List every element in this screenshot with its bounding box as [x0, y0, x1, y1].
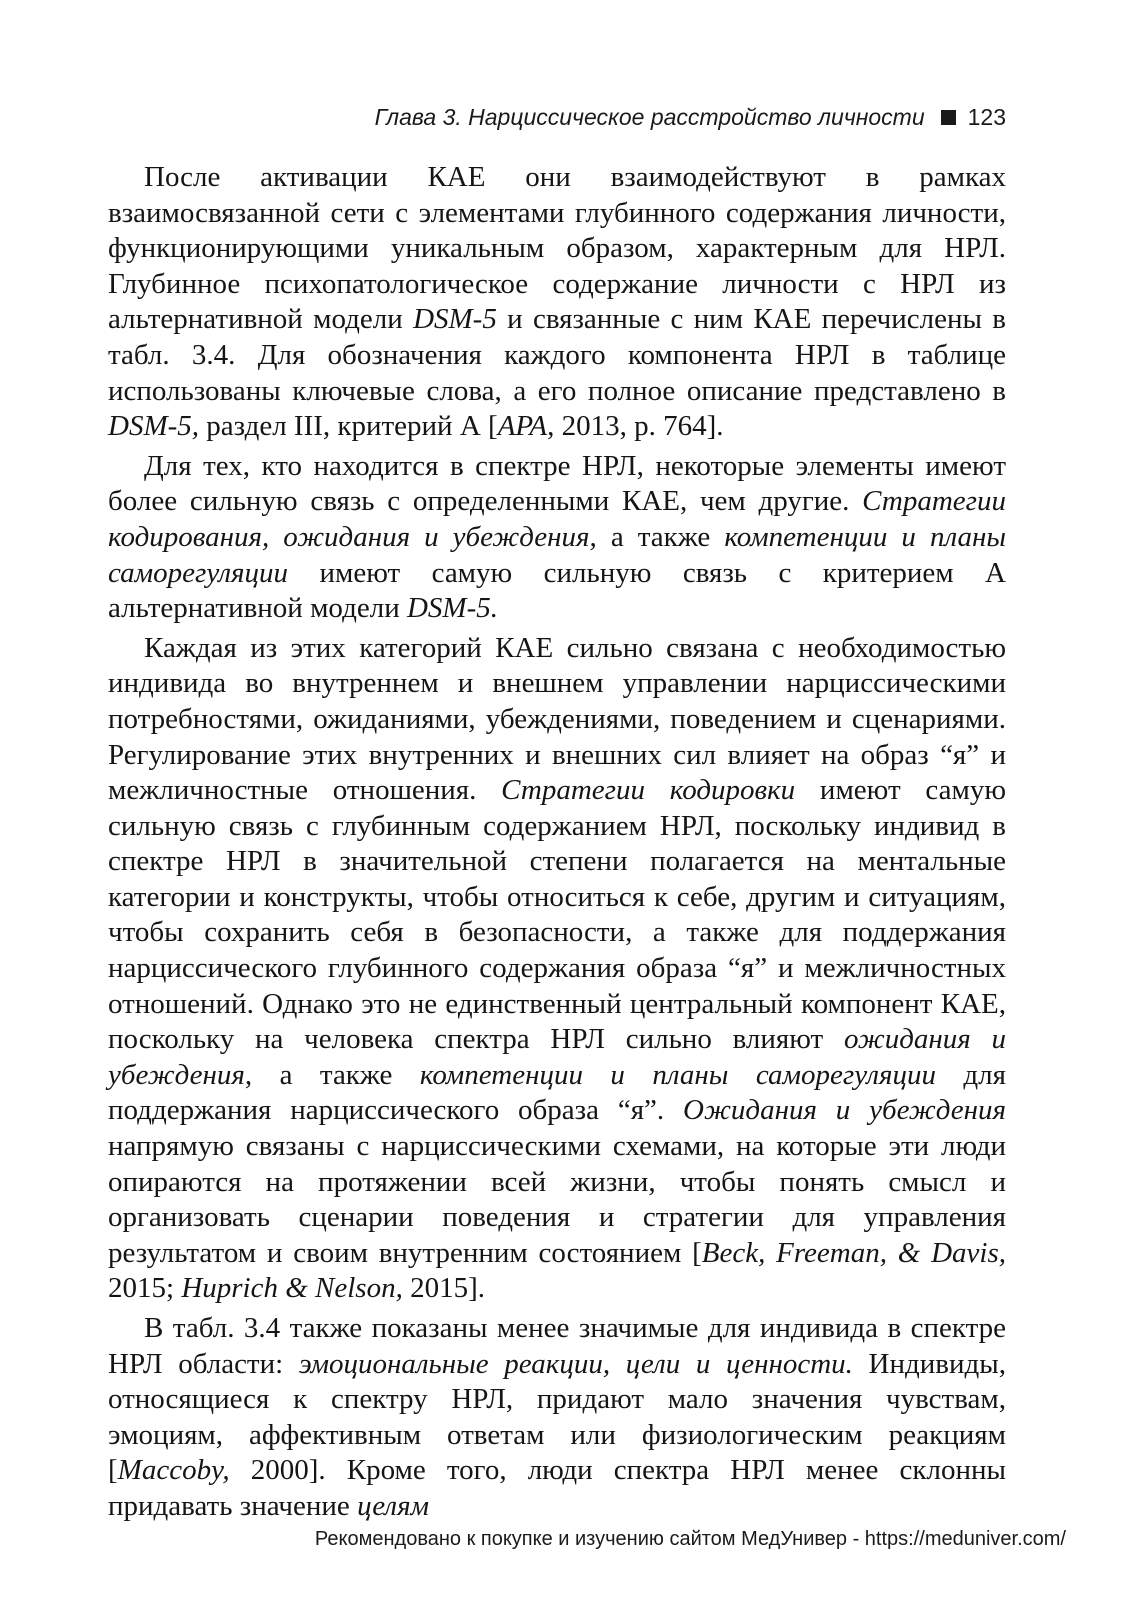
text-segment-italic: Стратегии кодирования, ожидания и убеждения,	[108, 485, 1006, 553]
chapter-title: Глава 3. Нарциссическое расстройство личности	[374, 104, 925, 130]
text-segment-italic: компетенции и планы саморегуляции	[419, 1058, 936, 1091]
text-segment-italic: компетенции и планы саморегуляции	[108, 520, 1006, 589]
text-segment-italic: DSM-5,	[108, 410, 200, 443]
text-segment-italic: Huprich & Nelson,	[181, 1272, 403, 1305]
text-segment: 2000]. Кроме того, люди спектра НРЛ менее склонны придавать значение	[108, 1454, 1006, 1522]
text-segment: для поддержания нарциссического образа “я”.	[108, 1058, 1006, 1127]
paragraph-4	[108, 1311, 1006, 1525]
text-segment: а также	[596, 520, 725, 553]
paragraph-3	[108, 631, 1006, 1307]
text-segment: Каждая из этих категорий КАЕ сильно связана с необходимостью индивида во внутреннем и внешнем управлении нарциссическими потребностями, ожиданиями, убеждениями, поведением и сценариями. Регулирование этих внутренних и внешних сил влияет на образ “я” и межличностные отношения.	[108, 631, 1006, 807]
text-segment-italic: DSM-5	[413, 303, 497, 336]
text-segment: напрямую связаны с нарциссическими схемами, на которые эти люди опираются на протяжении всей жизни, чтобы понять смысл и организовать сценарии поведения и стратегии для управления результатом и своим внутренним состоянием [	[108, 1130, 1006, 1269]
text-segment-italic: эмоциональные реакции, цели и ценности.	[298, 1347, 853, 1380]
text-segment-italic: Ожидания и убеждения	[683, 1094, 1006, 1127]
text-segment: и связанные с ним КАЕ перечислены в табл. 3.4. Для обозначения каждого компонента НРЛ в таблице использованы ключевые слова, а его полное описание представлено в	[108, 303, 1006, 407]
footer-watermark-text: Рекомендовано к покупке и изучению сайтом МедУнивер - https://meduniver.com/	[314, 1528, 1066, 1550]
paragraph-1	[108, 160, 1006, 445]
body-text	[108, 160, 1006, 1529]
text-segment: 2015;	[108, 1272, 182, 1305]
text-segment: 2015].	[402, 1272, 486, 1305]
square-separator-icon	[941, 110, 956, 125]
text-segment-italic: ожидания и убеждения	[108, 1023, 1006, 1091]
text-segment: Индивиды, относящиеся к спектру НРЛ, придают мало значения чувствам, эмоциям, аффективным ответам или физиологическим реакциям [	[108, 1347, 1006, 1487]
text-segment: После активации КАЕ они взаимодействуют в рамках взаимосвязанной сети с элементами глубинного содержания личности, функционирующими уникальным образом, характерным для НРЛ. Глубинное психопатологическое содержание личности с НРЛ из альтернативной модели	[108, 161, 1006, 336]
paragraph-2	[108, 449, 1006, 627]
text-segment: имеют самую сильную связь с критерием А альтернативной модели	[108, 556, 1006, 625]
text-segment-italic: Стратегии кодировки	[501, 774, 796, 807]
page-number: 123	[967, 104, 1006, 130]
text-segment: Для тех, кто находится в спектре НРЛ, некоторые элементы имеют более сильную связь с определенными КАЕ, чем другие.	[108, 449, 1006, 518]
text-segment: раздел III, критерий А [	[199, 410, 498, 443]
running-head	[375, 104, 1006, 131]
text-segment: , 2013, p. 764].	[547, 410, 724, 443]
text-segment-italic: Maccoby,	[117, 1454, 230, 1487]
text-segment-italic: Beck, Freeman, & Davis,	[701, 1236, 1007, 1269]
text-segment-italic: APA	[497, 410, 548, 443]
text-segment-italic: целям	[357, 1489, 430, 1522]
text-segment-italic: DSM-5.	[406, 592, 498, 625]
text-segment: имеют самую сильную связь с глубинным содержанием НРЛ, поскольку индивид в спектре НРЛ в значительной степени полагается на ментальные категории и конструкты, чтобы относиться к себе, другим и ситуациям, чтобы сохранить себя в безопасности, а также для поддержания нарциссического глубинного содержания образа “я” и межличностных отношений. Однако это не единственный центральный компонент КАЕ, поскольку на человека спектра НРЛ сильно влияют	[108, 774, 1007, 1056]
text-segment: В табл. 3.4 также показаны менее значимые для индивида в спектре НРЛ области:	[108, 1312, 1006, 1380]
text-segment: , а также	[244, 1058, 420, 1091]
